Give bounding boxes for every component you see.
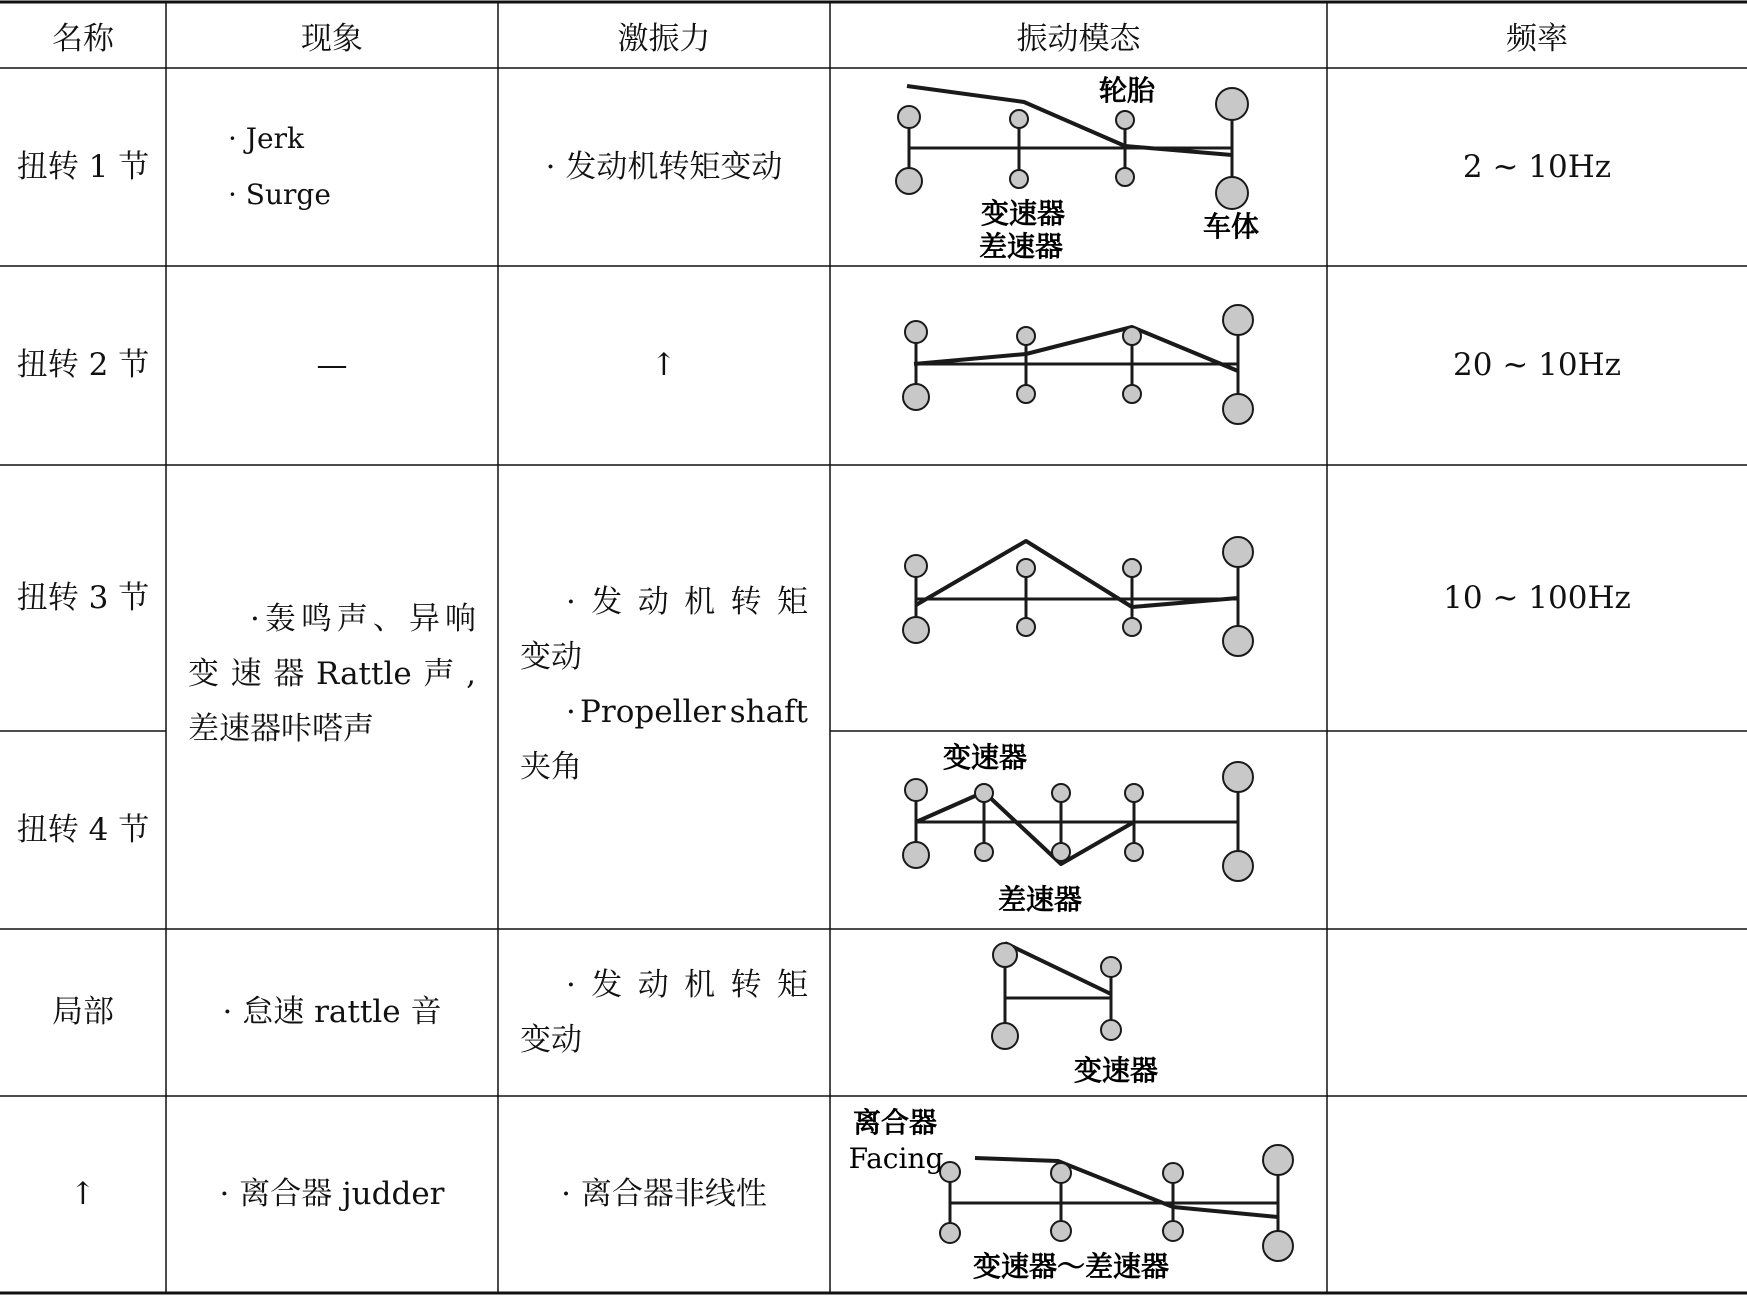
mode-diagram-5 (992, 943, 1158, 1087)
row6-excitation-text: · 离合器非线性 (561, 1176, 767, 1212)
header-mode-label: 振动模态 (1016, 20, 1141, 57)
row2-phenomenon-text: — (316, 347, 348, 383)
merged-phenomenon-line3: 差速器咔嗒声 (188, 710, 374, 747)
merged-excitation-line1: · 发 动 机 转 矩 (566, 584, 808, 620)
phenomenon-jerk: · Jerk (228, 122, 304, 155)
mode-diagram-2 (903, 305, 1253, 424)
d4-differential-label: 差速器 (997, 883, 1083, 916)
row3-name-text: 扭转 3 节 (16, 579, 150, 616)
row5-excitation-line2: 变动 (520, 1021, 582, 1058)
d1-differential-label: 差速器 (978, 230, 1064, 263)
row2-excitation-arrow: ↑ (651, 347, 677, 383)
row5-phenomenon-text: · 怠速 rattle 音 (222, 994, 442, 1030)
d6-transmission-differential-label: 变速器～差速器 (972, 1250, 1170, 1283)
header-phenomenon-label: 现象 (301, 20, 363, 57)
row2-frequency-text: 20 ~ 10Hz (1453, 347, 1621, 383)
mode-diagram-1 (896, 74, 1259, 263)
row5-name-text: 局部 (52, 994, 114, 1030)
row1-frequency-text: 2 ~ 10Hz (1462, 148, 1612, 185)
d1-body-label: 车体 (1202, 210, 1260, 243)
d5-transmission-label: 变速器 (1073, 1054, 1159, 1087)
row1-name-text: 扭转 1 节 (16, 148, 150, 185)
merged-excitation-line3: · Propeller shaft (566, 694, 808, 730)
merged-excitation-line2: 变动 (520, 639, 582, 675)
row4-name-text: 扭转 4 节 (16, 811, 150, 848)
row3-frequency-text: 10 ~ 100Hz (1443, 579, 1631, 616)
header-frequency-label: 频率 (1506, 20, 1568, 57)
d6-facing-label: Facing (848, 1142, 944, 1175)
phenomenon-surge: · Surge (228, 178, 331, 211)
row1-excitation-text: · 发动机转矩变动 (545, 148, 783, 185)
mode-diagram-6 (849, 1106, 1293, 1283)
row6-phenomenon-text: · 离合器 judder (219, 1176, 445, 1212)
d1-tire-label: 轮胎 (1098, 74, 1156, 107)
row6-name-text: ↑ (70, 1176, 96, 1212)
merged-phenomenon-line2: 变 速 器 Rattle 声 , (188, 655, 476, 692)
d1-transmission-label: 变速器 (980, 197, 1066, 230)
merged-excitation-line4: 夹角 (520, 749, 582, 785)
mode-diagram-4 (903, 741, 1253, 916)
mode-diagram-3 (903, 537, 1253, 656)
d4-transmission-label: 变速器 (942, 741, 1028, 774)
d6-clutch-label: 离合器 (852, 1106, 938, 1139)
row2-name-text: 扭转 2 节 (16, 347, 150, 383)
row5-excitation-line1: · 发 动 机 转 矩 (566, 966, 808, 1003)
header-excitation-label: 激振力 (617, 20, 711, 57)
merged-phenomenon-line1: · 轰 鸣 声 、 异 响 (250, 600, 476, 637)
header-name-label: 名称 (52, 20, 114, 57)
